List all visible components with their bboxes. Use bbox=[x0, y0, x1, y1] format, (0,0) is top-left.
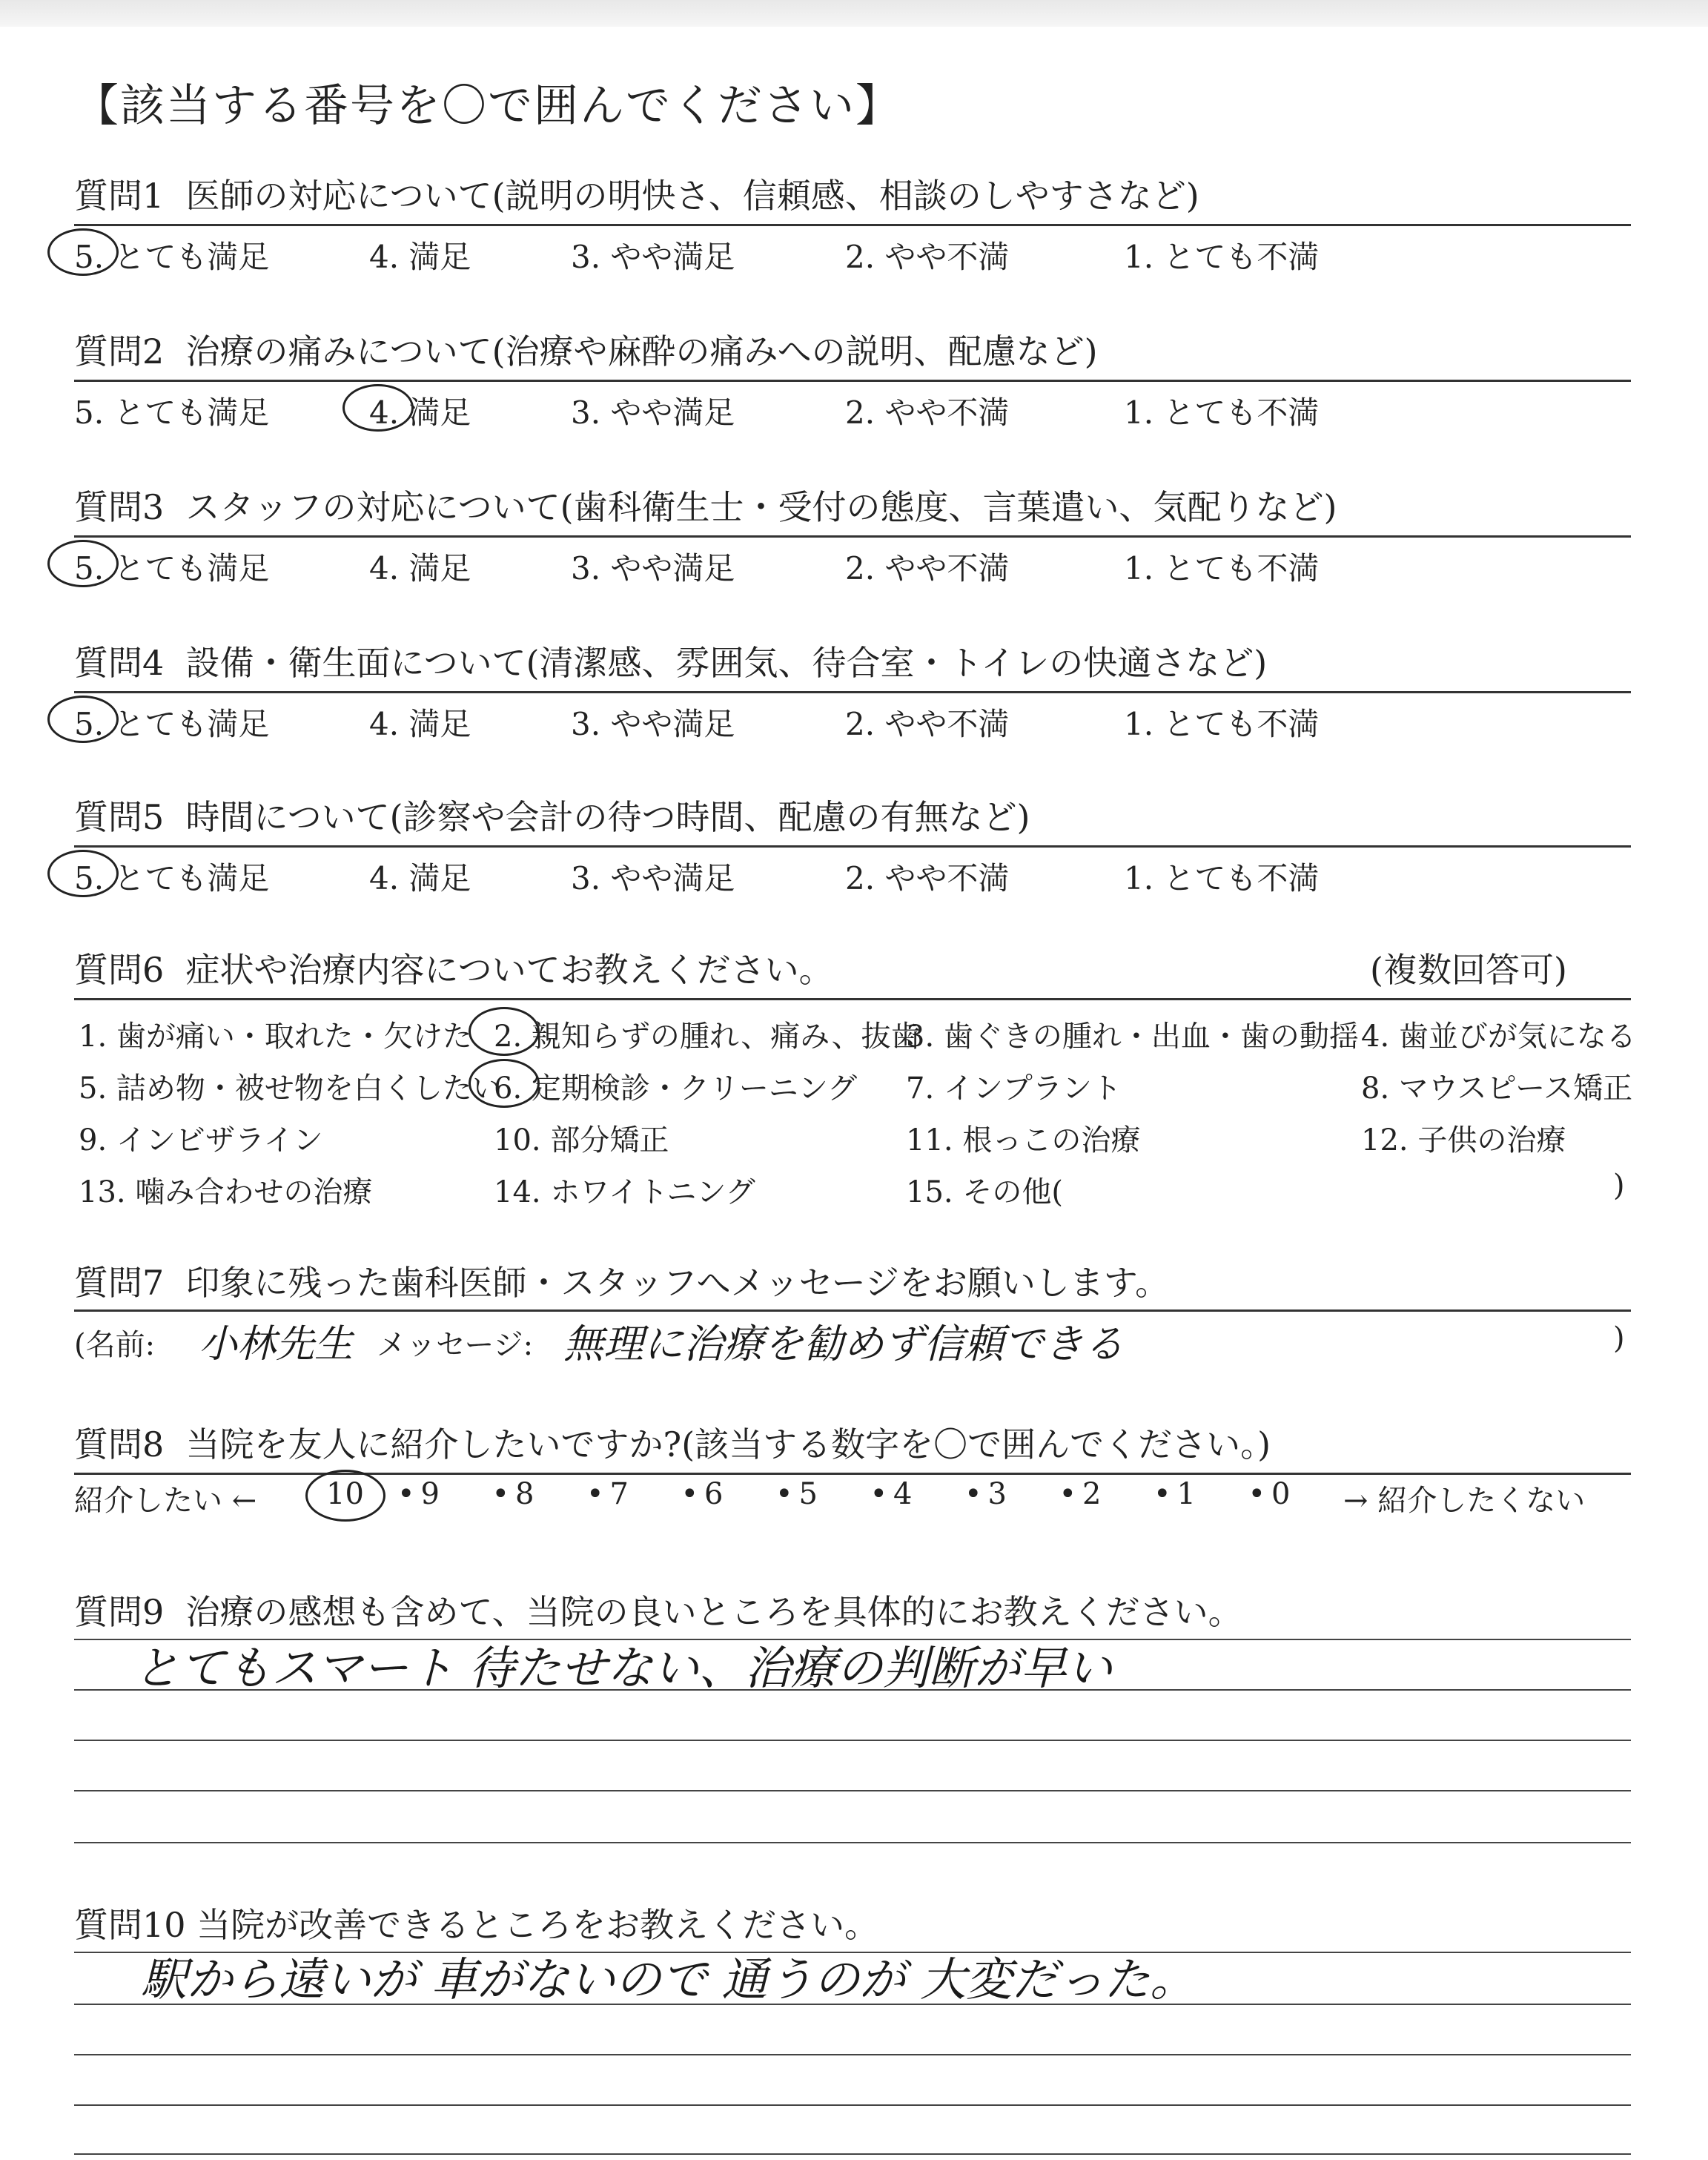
q8-scale-number[interactable]: 3 bbox=[987, 1477, 1007, 1511]
question-text: 時間について(診察や会計の待つ時間、配慮の有無など) bbox=[185, 797, 1030, 837]
rating-option[interactable]: 2. やや不満 bbox=[845, 394, 1010, 431]
q6-option[interactable]: 5. 詰め物・被せ物を白くしたい bbox=[79, 1071, 502, 1106]
page-title: 【該当する番号を〇で囲んでください】 bbox=[74, 80, 901, 132]
rating-option[interactable]: 5. とても満足 bbox=[74, 550, 270, 587]
q6-text: 症状や治療内容についてお教えください。 bbox=[185, 950, 833, 990]
q7-message-value[interactable]: 無理に治療を勧めず信頼できる bbox=[563, 1321, 1124, 1367]
rating-option[interactable]: 3. やや満足 bbox=[571, 239, 735, 275]
question-rule bbox=[74, 380, 1631, 382]
answer-circle bbox=[469, 1007, 540, 1056]
q7-message-label: メッセージ: bbox=[377, 1328, 534, 1362]
q7-text: 印象に残った歯科医師・スタッフへメッセージをお願いします。 bbox=[185, 1263, 1170, 1303]
q8-scale-dot: • bbox=[775, 1477, 793, 1511]
question-text: 医師の対応について(説明の明快さ、信頼感、相談のしやすさなど) bbox=[185, 176, 1199, 216]
rating-option[interactable]: 1. とても不満 bbox=[1124, 706, 1320, 742]
rating-option[interactable]: 3. やや満足 bbox=[571, 394, 735, 431]
q8-scale-number[interactable]: 4 bbox=[893, 1477, 913, 1511]
question-rule bbox=[74, 845, 1631, 848]
q8-scale-number[interactable]: 0 bbox=[1271, 1477, 1291, 1511]
question-rule bbox=[74, 691, 1631, 693]
answer-circle bbox=[305, 1470, 385, 1522]
q10-line bbox=[74, 2104, 1631, 2106]
answer-circle bbox=[47, 850, 119, 897]
rating-option[interactable]: 2. やや不満 bbox=[845, 239, 1010, 275]
question-heading bbox=[74, 325, 1098, 374]
question-label: 質問5 bbox=[74, 797, 165, 837]
question-text: 設備・衛生面について(清潔感、雰囲気、待合室・トイレの快適さなど) bbox=[185, 643, 1268, 683]
q6-option[interactable]: 4. 歯並びが気になる bbox=[1361, 1020, 1636, 1054]
q10-line bbox=[74, 2153, 1631, 2155]
q7-name-label: (名前: bbox=[74, 1328, 156, 1362]
question-label: 質問2 bbox=[74, 331, 165, 371]
q9-line bbox=[74, 1740, 1631, 1741]
question-heading bbox=[74, 636, 1267, 685]
answer-circle bbox=[47, 228, 119, 276]
question-heading bbox=[74, 790, 1030, 839]
question-label: 質問4 bbox=[74, 643, 165, 683]
answer-circle bbox=[342, 384, 414, 432]
q8-scale-number[interactable]: 8 bbox=[515, 1477, 534, 1511]
rating-option[interactable]: 2. やや不満 bbox=[845, 550, 1010, 587]
question-text: 治療の痛みについて(治療や麻酔の痛みへの説明、配慮など) bbox=[185, 331, 1098, 371]
q6-option[interactable]: 11. 根っこの治療 bbox=[906, 1123, 1141, 1157]
question-heading bbox=[74, 480, 1337, 529]
q8-rule bbox=[74, 1473, 1631, 1475]
q6-heading bbox=[74, 943, 833, 992]
answer-circle bbox=[47, 696, 119, 743]
q8-text: 当院を友人に紹介したいですか?(該当する数字を〇で囲んでください。) bbox=[185, 1424, 1271, 1464]
q9-text: 治療の感想も含めて、当院の良いところを具体的にお教えください。 bbox=[185, 1592, 1242, 1632]
rating-option[interactable]: 4. 満足 bbox=[369, 239, 471, 275]
q8-scale-number[interactable]: 2 bbox=[1082, 1477, 1102, 1511]
q6-option[interactable]: 8. マウスピース矯正 bbox=[1361, 1071, 1633, 1106]
answer-circle bbox=[47, 540, 119, 587]
q10-text: 当院が改善できるところをお教えください。 bbox=[196, 1905, 879, 1945]
q8-scale-dot: • bbox=[870, 1477, 888, 1511]
q7-rule bbox=[74, 1309, 1631, 1312]
q6-option[interactable]: 15. その他( bbox=[906, 1175, 1063, 1209]
q6-option[interactable]: 7. インプラント bbox=[906, 1071, 1122, 1106]
q6-option[interactable]: 13. 噛み合わせの治療 bbox=[79, 1175, 373, 1209]
question-text: スタッフの対応について(歯科衛生士・受付の態度、言葉遣い、気配りなど) bbox=[185, 487, 1337, 527]
q10-line bbox=[74, 2054, 1631, 2055]
rating-option[interactable]: 5. とても満足 bbox=[74, 239, 270, 275]
q7-close-paren: ) bbox=[1613, 1321, 1625, 1355]
q8-scale-number[interactable]: 5 bbox=[798, 1477, 818, 1511]
question-label: 質問3 bbox=[74, 487, 165, 527]
q6-option[interactable]: 3. 歯ぐきの腫れ・出血・歯の動揺 bbox=[906, 1020, 1359, 1054]
q6-option[interactable]: 1. 歯が痛い・取れた・欠けた bbox=[79, 1020, 472, 1054]
q6-option[interactable]: 10. 部分矯正 bbox=[494, 1123, 669, 1157]
q8-scale-number[interactable]: 10 bbox=[326, 1477, 364, 1511]
q8-scale-dot: • bbox=[1153, 1477, 1171, 1511]
rating-option[interactable]: 4. 満足 bbox=[369, 706, 471, 742]
q8-label: 質問8 bbox=[74, 1424, 165, 1464]
q9-answer[interactable]: とてもスマート 待たせない、治療の判断が早い bbox=[133, 1641, 1113, 1695]
q7-name-value[interactable]: 小林先生 bbox=[199, 1322, 354, 1367]
question-rule bbox=[74, 224, 1631, 226]
q8-scale-dot: • bbox=[1248, 1477, 1266, 1511]
q8-scale-dot: • bbox=[397, 1477, 415, 1511]
scan-top-edge bbox=[0, 0, 1708, 27]
q6-option[interactable]: 12. 子供の治療 bbox=[1361, 1123, 1566, 1157]
rating-option[interactable]: 1. とても不満 bbox=[1124, 394, 1320, 431]
question-rule bbox=[74, 535, 1631, 538]
q8-scale-number[interactable]: 9 bbox=[420, 1477, 440, 1511]
rating-option[interactable]: 1. とても不満 bbox=[1124, 239, 1320, 275]
rating-option[interactable]: 3. やや満足 bbox=[571, 706, 735, 742]
q8-scale-dot: • bbox=[681, 1477, 699, 1511]
q7-heading bbox=[74, 1256, 1169, 1305]
rating-option[interactable]: 4. 満足 bbox=[369, 550, 471, 587]
rating-option[interactable]: 2. やや不満 bbox=[845, 706, 1010, 742]
q8-scale-dot: • bbox=[491, 1477, 510, 1511]
rating-option[interactable]: 2. やや不満 bbox=[845, 860, 1010, 896]
q6-rule bbox=[74, 998, 1631, 1000]
q8-scale-number[interactable]: 7 bbox=[609, 1477, 629, 1511]
q10-answer[interactable]: 駅から遠いが 車がないので 通うのが 大変だった。 bbox=[141, 1952, 1196, 2007]
question-heading bbox=[74, 169, 1199, 218]
q6-label: 質問6 bbox=[74, 950, 165, 990]
q8-scale-dot: • bbox=[964, 1477, 982, 1511]
rating-option[interactable]: 3. やや満足 bbox=[571, 860, 735, 896]
q6-option[interactable]: 14. ホワイトニング bbox=[494, 1175, 755, 1209]
q9-line bbox=[74, 1842, 1631, 1843]
rating-option[interactable]: 5. とても満足 bbox=[74, 394, 270, 431]
q8-scale-dot: • bbox=[1059, 1477, 1077, 1511]
answer-circle bbox=[469, 1059, 540, 1108]
rating-option[interactable]: 1. とても不満 bbox=[1124, 550, 1320, 587]
q6-option[interactable]: 9. インビザライン bbox=[79, 1123, 323, 1157]
q9-line bbox=[74, 1790, 1631, 1791]
q7-label: 質問7 bbox=[74, 1263, 165, 1303]
q9-label: 質問9 bbox=[74, 1592, 165, 1632]
q6-option[interactable]: 6. 定期検診・クリーニング bbox=[494, 1071, 858, 1106]
q8-scale-number[interactable]: 6 bbox=[704, 1477, 724, 1511]
question-label: 質問1 bbox=[74, 176, 165, 216]
q6-option: ) bbox=[1613, 1169, 1625, 1203]
rating-option[interactable]: 3. やや満足 bbox=[571, 550, 735, 587]
q8-scale-dot: • bbox=[586, 1477, 604, 1511]
rating-option[interactable]: 5. とても満足 bbox=[74, 706, 270, 742]
q6-note: (複数回答可) bbox=[1370, 950, 1567, 990]
rating-option[interactable]: 1. とても不満 bbox=[1124, 860, 1320, 896]
rating-option[interactable]: 4. 満足 bbox=[369, 394, 471, 431]
q8-scale-number[interactable]: 1 bbox=[1176, 1477, 1196, 1511]
q8-left-label: 紹介したい ← bbox=[74, 1484, 257, 1518]
q6-option[interactable]: 2. 親知らずの腫れ、痛み、抜歯 bbox=[494, 1020, 921, 1054]
rating-option[interactable]: 4. 満足 bbox=[369, 860, 471, 896]
q10-heading bbox=[74, 1898, 878, 1947]
q8-heading bbox=[74, 1418, 1271, 1467]
q9-heading bbox=[74, 1585, 1242, 1634]
q10-label: 質問10 bbox=[74, 1905, 186, 1945]
rating-option[interactable]: 5. とても満足 bbox=[74, 860, 270, 896]
q8-right-label: → 紹介したくない bbox=[1343, 1484, 1586, 1518]
